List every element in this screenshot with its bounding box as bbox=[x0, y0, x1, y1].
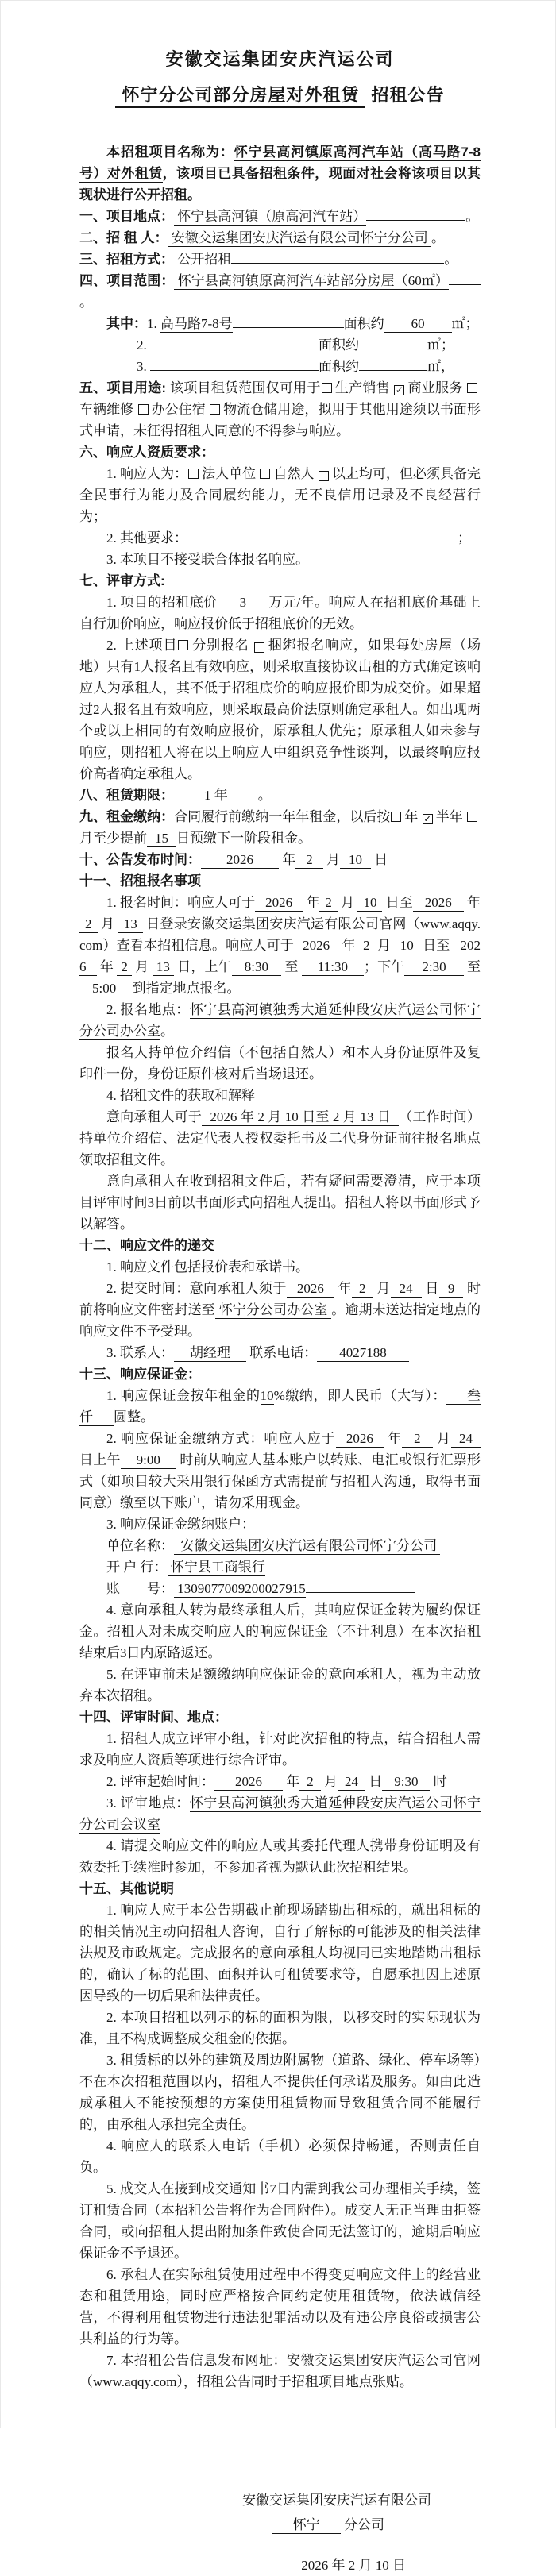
text-run: 车辆维修 bbox=[79, 402, 137, 417]
text-run: 该项目租赁范围仅可用于 bbox=[170, 380, 321, 395]
text-run: 。 bbox=[160, 1024, 174, 1039]
text-run: 月 bbox=[373, 938, 395, 953]
text-run: 一、项目地点： bbox=[79, 209, 174, 224]
filled-value: 2026 bbox=[413, 895, 464, 912]
checkbox-unchecked-icon bbox=[260, 469, 270, 479]
filled-value: 2026 bbox=[287, 1281, 334, 1298]
filled-value: 4027188 bbox=[317, 1345, 409, 1362]
text-run: 月 bbox=[337, 895, 358, 910]
section-11-heading bbox=[79, 870, 481, 892]
text-run: 日 bbox=[365, 1774, 383, 1789]
text-run: 3. 本项目不接受联合体报名响应。 bbox=[106, 552, 309, 567]
filled-value: 安徽交运集团安庆汽运有限公司怀宁分公司 bbox=[174, 1538, 440, 1555]
text-run: 十二、响应文件的递交 bbox=[79, 1238, 214, 1253]
deposit-account-heading bbox=[79, 1514, 481, 1535]
text-run: 年 bbox=[383, 1431, 403, 1446]
section-15-heading bbox=[79, 1878, 481, 1899]
text-run: 年 bbox=[404, 809, 422, 824]
text-run: 月 bbox=[432, 1431, 452, 1446]
blank-underline bbox=[306, 1579, 415, 1593]
section-5-usage bbox=[79, 377, 481, 442]
text-run: 日至 bbox=[419, 938, 450, 953]
response-file-deadline bbox=[79, 1278, 481, 1342]
deposit-forfeit bbox=[79, 1664, 481, 1706]
blank-underline bbox=[359, 357, 427, 371]
filled-value: 9:30 bbox=[382, 1774, 430, 1791]
other-2 bbox=[79, 2007, 481, 2050]
section-8-term bbox=[79, 785, 481, 806]
text-run: 4. 请提交响应文件的响应人或其委托代理人携带身份证明及有效委托手续准时参加，不参加者视为默认此次招租结果。 bbox=[79, 1838, 481, 1875]
text-run: 月 bbox=[97, 916, 118, 931]
text-run: 年 bbox=[96, 959, 118, 974]
text-run: 办公住宿 bbox=[151, 402, 210, 417]
text-run: 日，上午 bbox=[173, 959, 232, 974]
doc-title-line1: 安徽交运集团安庆汽运公司 bbox=[165, 49, 395, 69]
blank-underline bbox=[233, 314, 344, 328]
text-run: 七、评审方式: bbox=[79, 573, 165, 588]
doc-title-line2-underlined: 怀宁分公司部分房屋对外租赁 bbox=[115, 85, 365, 108]
text-run: 本招租项目名称为： bbox=[106, 145, 234, 160]
text-run: 日上午 bbox=[79, 1452, 121, 1467]
checkbox-unchecked-icon bbox=[210, 404, 220, 415]
filled-value: 24 bbox=[451, 1431, 481, 1448]
text-run: 九、租金缴纳： bbox=[79, 809, 175, 824]
signature-branch bbox=[79, 2514, 481, 2536]
filled-value: 2 bbox=[299, 1774, 321, 1791]
filled-value: 2 bbox=[402, 1431, 433, 1448]
checkbox-checked-icon bbox=[319, 471, 329, 481]
filled-value: 10 bbox=[340, 852, 371, 869]
filled-value: 9:00 bbox=[121, 1452, 176, 1469]
text-run: 2. 本项目招租以列示的标的面积为限，以移交时的实际现状为准，且不构成调整成交租金的依据。 bbox=[79, 2010, 481, 2046]
text-run: 以上均可，但必须具备完全民事行为能力及合同履约能力，无不良信用记录及不良经营行为； bbox=[79, 466, 481, 524]
blank-underline bbox=[449, 272, 481, 285]
text-run: ㎡， bbox=[427, 359, 454, 374]
text-run: 1. bbox=[147, 316, 160, 331]
text-run: 年 bbox=[338, 938, 360, 953]
text-run: 面积约 bbox=[319, 337, 359, 353]
blank-underline bbox=[187, 529, 458, 542]
review-panel bbox=[79, 1728, 481, 1771]
file-pickup bbox=[79, 1106, 481, 1170]
text-run: 4. 响应人的联系人电话（手机）必须保持畅通，否则责任自负。 bbox=[79, 2138, 481, 2175]
text-run: 2. bbox=[137, 337, 150, 353]
filled-value: 2026 bbox=[336, 1431, 384, 1448]
text-run: 4. 招租文件的获取和解释 bbox=[106, 1088, 255, 1103]
filled-value: 2026 年 2 月 10 日至 2 月 13 日 bbox=[202, 1109, 399, 1126]
text-run: 意向承租人可于 bbox=[106, 1109, 203, 1124]
filled-value: 怀宁县工商银行 bbox=[167, 1560, 265, 1575]
signup-place bbox=[79, 999, 481, 1042]
text-run: 4. 意向承租人转为最终承租人后，其响应保证金转为履约保证金。招租人对未成交响应人的响应保证金（不计利息）在本次招租结束后3日内原路返还。 bbox=[79, 1602, 481, 1660]
text-run: 月 bbox=[131, 959, 153, 974]
text-run: ；下午 bbox=[363, 959, 405, 974]
section-6-heading bbox=[79, 442, 481, 463]
text-run: 。 bbox=[257, 788, 272, 803]
text-run: 时前将响应文件密封送至 bbox=[79, 1281, 481, 1317]
checkbox-unchecked-icon bbox=[467, 812, 477, 822]
text-run: 十四、评审时间、地点： bbox=[79, 1710, 228, 1725]
filled-value: 15 bbox=[147, 831, 176, 847]
text-run: 分别报名 bbox=[191, 638, 253, 653]
text-run: 商业服务 bbox=[407, 380, 467, 395]
section-2-lessor bbox=[79, 227, 481, 249]
filled-value: 8:30 bbox=[232, 959, 281, 976]
filled-value: 13 bbox=[118, 916, 143, 933]
text-run: 到指定地点报名。 bbox=[129, 981, 241, 996]
text-run: 合同履行前缴纳一年年租金，以后按 bbox=[174, 809, 391, 824]
text-run: 日登录安徽交运集团安庆汽运有限公司官网（www.aqqy.com）查看本招租信息。响应人可于 bbox=[79, 916, 481, 953]
review-attendance bbox=[79, 1835, 481, 1878]
blank-underline bbox=[231, 250, 444, 264]
filled-value: 10 bbox=[395, 938, 419, 954]
section-12-heading bbox=[79, 1235, 481, 1256]
text-run: 生产销售 bbox=[334, 380, 394, 395]
text-run: 日预缴下一阶段租金。 bbox=[176, 831, 311, 846]
text-run: 法人单位 bbox=[202, 466, 260, 481]
filled-value: 13 bbox=[153, 959, 174, 976]
text-run: 圆整。 bbox=[114, 1409, 154, 1425]
filled-value: 2 bbox=[359, 938, 374, 954]
text-run: 1. 响应人应于本公告期截止前现场踏勘出租标的，就出租标的的相关情况主动向招租人咨询，自行了解标的可能涉及的相关法律法规及市政规定。完成报名的意向承租人均视同已实地踏勘出租标的，确认了标的范围、面积并认可租赁要求等，自愿承担因上述原因导致的一切后果和法律责任。 bbox=[79, 1903, 481, 2003]
text-run: 2. 其他要求： bbox=[106, 530, 187, 546]
text-run: 2026 年 2 月 10 日 bbox=[301, 2558, 406, 2573]
filled-value: 10 bbox=[357, 895, 382, 912]
checkbox-checked-icon bbox=[394, 385, 404, 395]
file-clarification bbox=[79, 1170, 481, 1235]
text-run: 。 bbox=[444, 252, 458, 267]
text-run: 1. 报名时间：响应人可于 bbox=[106, 895, 256, 910]
text-run: 1. 响应文件包括报价表和承诺书。 bbox=[106, 1259, 309, 1275]
text-run: 十五、其他说明 bbox=[79, 1881, 174, 1896]
document-body bbox=[79, 141, 481, 2576]
filled-value: 2 bbox=[295, 852, 323, 869]
text-run: 日 bbox=[371, 852, 388, 867]
filled-value: 60 bbox=[384, 316, 452, 333]
account-bank bbox=[79, 1556, 481, 1578]
review-2-rules bbox=[79, 634, 481, 785]
doc-title-line2-suffix: 招租公告 bbox=[365, 85, 445, 105]
text-run: 十三、响应保证金： bbox=[79, 1367, 201, 1382]
text-run: 2. 评审起始时间： bbox=[106, 1774, 214, 1789]
filled-value: 11:30 bbox=[302, 959, 364, 976]
text-run: 年 bbox=[463, 895, 481, 910]
checkbox-unchecked-icon bbox=[467, 383, 477, 393]
filled-value: 叁仟 bbox=[79, 1388, 481, 1425]
other-7 bbox=[79, 2350, 481, 2393]
filled-value: 怀宁县高河镇原高河汽车站（高马路7-8号）对外租赁 bbox=[79, 145, 481, 181]
filled-value: 2026 bbox=[214, 1774, 283, 1791]
filled-value: 3 bbox=[218, 595, 269, 611]
blank-underline bbox=[359, 336, 427, 349]
filled-value: 安徽交运集团安庆汽运有限公司怀宁分公司 bbox=[168, 230, 431, 245]
section-7-heading bbox=[79, 570, 481, 592]
filled-value: 怀宁分公司办公室 bbox=[215, 1302, 332, 1319]
text-run: 面积约 bbox=[319, 359, 359, 374]
filled-value: 怀宁 bbox=[272, 2517, 341, 2534]
signup-file-heading bbox=[79, 1085, 481, 1106]
text-run: 3. 联系人： bbox=[106, 1345, 174, 1360]
contact-person bbox=[79, 1342, 481, 1363]
deposit-method bbox=[79, 1428, 481, 1514]
text-run: 其中： bbox=[106, 316, 147, 331]
text-run: 5. 在评审前未足额缴纳响应保证金的意向承租人，视为主动放弃本次招租。 bbox=[79, 1667, 481, 1703]
response-file-content bbox=[79, 1256, 481, 1278]
text-run: ㎡； bbox=[427, 337, 454, 353]
text-run: 日至 bbox=[382, 895, 413, 910]
text-run: ㎡； bbox=[451, 316, 479, 331]
text-run: 年 bbox=[334, 1281, 353, 1296]
text-run: 。逾期未送达指定地点的响应文件不予受理。 bbox=[79, 1302, 481, 1339]
signature-date bbox=[79, 2555, 481, 2576]
filled-value: 2:30 bbox=[404, 959, 463, 976]
review-start-time bbox=[79, 1771, 481, 1792]
filled-value: 24 bbox=[391, 1281, 422, 1298]
doc-title-line2 bbox=[79, 82, 481, 106]
text-run: 6. 承租人在实际租赁使用过程中不得变更响应文件上的经营业态和租赁用途，同时应严格按合同约定使用租赁物，依法诚信经营，不得利用租赁物进行违法犯罪活动以及有违公序良俗或损害公共利益的行为等。 bbox=[79, 2267, 481, 2347]
filled-value: 2 bbox=[79, 916, 98, 933]
signature-company bbox=[79, 2489, 481, 2511]
blank-underline bbox=[150, 357, 319, 371]
section-1-location bbox=[79, 206, 481, 227]
filled-value: 2026 bbox=[79, 938, 481, 974]
text-run: 至 bbox=[463, 959, 481, 974]
text-run: ，该项目已具备招租条件，现面对社会将该项目以其现状进行公开招租。 bbox=[79, 166, 481, 202]
checkbox-unchecked-icon bbox=[322, 383, 332, 393]
text-run: （工作时间）持单位介绍信、法定代表人授权委托书及二代身份证前往报名地点领取招租文件。 bbox=[79, 1109, 481, 1167]
text-run: 年 bbox=[279, 852, 296, 867]
text-run: 十一、招租报名事项 bbox=[79, 873, 201, 889]
scope-item-3 bbox=[79, 356, 481, 377]
filled-value: 1309077009200027915 bbox=[174, 1581, 306, 1596]
filled-value: 公开招租 bbox=[174, 252, 232, 267]
filled-value: 怀宁县高河镇（原高河汽车站） bbox=[174, 209, 367, 224]
account-number bbox=[79, 1578, 481, 1599]
filled-value: 5:00 bbox=[79, 981, 129, 997]
text-run: 五、项目用途: bbox=[79, 380, 171, 395]
text-run: 7. 本招租公告信息发布网址：安徽交运集团安庆汽运公司官网（www.aqqy.com），招租公告同时于招租项目地点张贴。 bbox=[79, 2353, 481, 2389]
filled-value: 2 bbox=[319, 895, 338, 912]
section-13-heading bbox=[79, 1363, 481, 1385]
text-run: 年 bbox=[283, 1774, 300, 1789]
text-run: 报名人持单位介绍信（不包括自然人）和本人身份证原件及复印件一份，身份证原件核对后当场退还。 bbox=[79, 1045, 481, 1082]
text-run: 1. 招租人成立评审小组，针对此次招租的特点，结合招租人需求及响应人资质等项进行综合评审。 bbox=[79, 1731, 481, 1768]
text-run: ； bbox=[458, 530, 471, 546]
filled-value: 怀宁县高河镇独秀大道延伸段安庆汽运公司怀宁分公司会议室 bbox=[79, 1795, 481, 1832]
text-run: 至 bbox=[280, 959, 302, 974]
text-run: 5. 成交人在接到成交通知书7日内需到我公司办理相关手续，签订租赁合同（本招租公告将作为合同附件）。成交人无正当理由拒签合同，或向招租人提出附加条件致使合同无法签订的，逾期后响应保证金不予退还。 bbox=[79, 2181, 481, 2261]
text-run: 单位名称： bbox=[106, 1538, 174, 1553]
text-run: 六、响应人资质要求： bbox=[79, 445, 214, 460]
text-run: 联系电话： bbox=[246, 1345, 318, 1360]
text-run: 物流仓储用途，拟用于其他用途须以书面形式申请，未征得招租人同意的不得参与响应。 bbox=[79, 402, 481, 438]
filled-value: 2026 bbox=[201, 852, 279, 869]
section-4-scope bbox=[79, 270, 481, 313]
other-6 bbox=[79, 2264, 481, 2350]
filled-value: 怀宁县高河镇原高河汽车站部分房屋（60㎡） bbox=[174, 273, 449, 288]
intro-paragraph bbox=[79, 141, 481, 206]
text-run: 日 bbox=[421, 1281, 439, 1296]
text-run: 2. 提交时间：意向承租人须于 bbox=[106, 1281, 287, 1296]
checkbox-unchecked-icon bbox=[188, 469, 199, 479]
scope-item-1 bbox=[79, 313, 481, 334]
filled-value: 9 bbox=[439, 1281, 464, 1298]
text-run: 3. 评审地点： bbox=[106, 1795, 190, 1811]
signup-documents bbox=[79, 1042, 481, 1085]
text-run: 3. 响应保证金缴纳账户： bbox=[106, 1517, 255, 1532]
text-run: 安徽交运集团安庆汽运有限公司 bbox=[242, 2493, 431, 2508]
section-9-payment bbox=[79, 806, 481, 849]
blank-underline bbox=[366, 207, 465, 221]
filled-value: 2026 bbox=[255, 895, 303, 912]
checkbox-checked-icon bbox=[254, 642, 264, 653]
review-place bbox=[79, 1792, 481, 1835]
filled-value: 怀宁县高河镇独秀大道延伸段安庆汽运公司怀宁分公司办公室 bbox=[79, 1002, 481, 1039]
text-run: 自然人 bbox=[273, 466, 318, 481]
text-run: 月至少提前 bbox=[79, 831, 147, 846]
checkbox-unchecked-icon bbox=[391, 812, 401, 822]
text-run: 面积约 bbox=[343, 316, 384, 331]
qualification-1 bbox=[79, 463, 481, 527]
section-10-publish-date bbox=[79, 849, 481, 870]
text-run: 1. 项目的招租底价 bbox=[106, 595, 218, 610]
text-run: 2. 报名地点： bbox=[106, 1002, 190, 1017]
filled-value: 胡经理 bbox=[174, 1345, 246, 1362]
other-4 bbox=[79, 2135, 481, 2178]
text-run: 1. 响应人为： bbox=[106, 466, 188, 481]
section-14-heading bbox=[79, 1706, 481, 1728]
text-run: 万元/年。响应人在招租底价基础上自行加价响应，响应报价低于招租底价的无效。 bbox=[79, 595, 481, 631]
text-run: 月 bbox=[320, 1774, 338, 1789]
text-run: 捆绑报名响应，如果每处房屋（场地）只有1人报名且有效响应，则采取直接协议出租的方式确定该响应人为承租人，其不低于招租底价的响应报价即为成交价。如果超过2人报名且有效响应，则采取最高价法原则确定承租人。如出现两个或以上相同的有效响应报价，原承租人优先；原承租人如未参与响应，则招租人将在以上响应人中组织竞争性谈判，以最终响应报价高者确定承租人。 bbox=[79, 638, 481, 781]
text-run: 开 户 行： bbox=[106, 1560, 168, 1575]
filled-value: 2 bbox=[352, 1281, 373, 1298]
text-run: 2. 上述项目 bbox=[106, 638, 178, 653]
blank-underline bbox=[150, 336, 319, 349]
filled-value: 2026 bbox=[294, 938, 338, 954]
section-3-method bbox=[79, 249, 481, 270]
text-run: 四、项目范围： bbox=[79, 273, 175, 288]
text-run: 月 bbox=[373, 1281, 391, 1296]
filled-value: 24 bbox=[338, 1774, 365, 1791]
text-run: 。 bbox=[431, 230, 445, 245]
text-run: 2. 响应保证金缴纳方式：响应人应于 bbox=[106, 1431, 336, 1446]
scope-item-2 bbox=[79, 334, 481, 356]
text-run: 3. bbox=[137, 359, 150, 374]
qualification-3 bbox=[79, 549, 481, 570]
text-run: 1. 响应保证金按年租金的 bbox=[106, 1388, 261, 1403]
text-run: 三、招租方式： bbox=[79, 252, 174, 267]
checkbox-checked-icon bbox=[423, 814, 433, 824]
text-run: 年 bbox=[303, 895, 320, 910]
text-run: 意向承租人在收到招租文件后，若有疑问需要澄清，应于本项目评审时间3日前以书面形式向招租人提出。招租人将以书面形式予以解答。 bbox=[79, 1174, 481, 1232]
review-1-base-price bbox=[79, 592, 481, 634]
text-run: 时前从响应人基本账户以转账、电汇或银行汇票形式（如项目较大采用银行保函方式需提前与招租人沟通，取得书面同意）缴至以下账户，请勿采用现金。 bbox=[79, 1452, 481, 1510]
text-run: 时 bbox=[430, 1774, 447, 1789]
account-company-name bbox=[79, 1535, 481, 1556]
checkbox-unchecked-icon bbox=[178, 640, 188, 650]
text-run: 半年 bbox=[435, 809, 467, 824]
qualification-2 bbox=[79, 527, 481, 549]
text-run: 十、公告发布时间： bbox=[79, 852, 201, 867]
text-run: 分公司 bbox=[340, 2517, 384, 2532]
signup-time bbox=[79, 892, 481, 999]
text-run: 二、招 租 人： bbox=[79, 230, 168, 245]
text-run: %缴纳，即人民币（大写）： bbox=[273, 1388, 446, 1403]
text-run: 账 号： bbox=[106, 1581, 174, 1596]
deposit-refund bbox=[79, 1599, 481, 1664]
filled-value: 1 年 bbox=[174, 788, 258, 804]
text-run: 3. 租赁标的以外的建筑及周边附属物（道路、绿化、停车场等）不在本次招租范围以内，招租人不提供任何承诺及服务。如由此造成承租人不能按预想的方案使用租赁物而导致租赁合同不能履行的，由承租人承担完全责任。 bbox=[79, 2053, 481, 2132]
other-1 bbox=[79, 1899, 481, 2007]
other-5 bbox=[79, 2178, 481, 2264]
text-run: 。 bbox=[465, 209, 480, 224]
filled-value: 10 bbox=[260, 1388, 274, 1403]
text-run: 八、租赁期限： bbox=[79, 788, 174, 803]
blank-underline bbox=[265, 1558, 415, 1571]
text-run: 月 bbox=[322, 852, 340, 867]
text-run: 。 bbox=[79, 295, 93, 310]
checkbox-unchecked-icon bbox=[138, 404, 149, 415]
deposit-amount bbox=[79, 1385, 481, 1428]
other-3 bbox=[79, 2050, 481, 2135]
filled-value: 2 bbox=[117, 959, 132, 976]
filled-value: 高马路7-8号 bbox=[160, 316, 233, 331]
